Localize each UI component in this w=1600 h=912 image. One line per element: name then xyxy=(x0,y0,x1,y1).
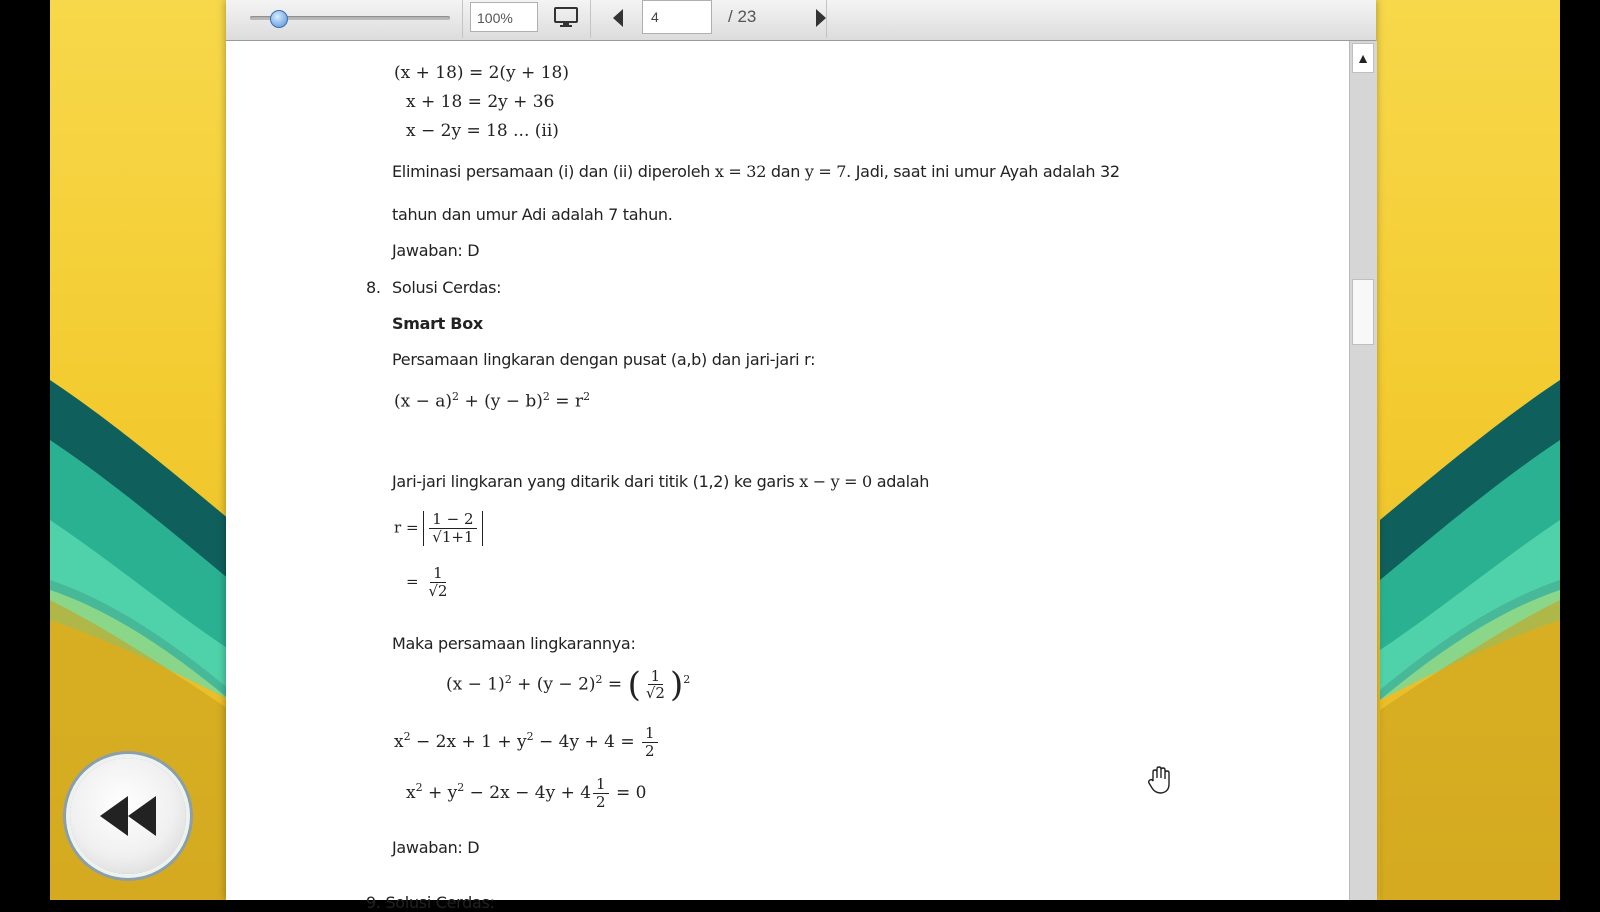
rewind-button[interactable] xyxy=(70,758,186,874)
document-page[interactable] xyxy=(226,41,1348,912)
fraction xyxy=(642,725,658,760)
math-fragment: x − y = 0 xyxy=(799,472,872,491)
expanded-equation-1 xyxy=(394,725,660,760)
equation-line: (x + 18) = 2(y + 18) xyxy=(394,63,569,83)
numerator: 1 xyxy=(648,668,664,686)
denominator: 2 xyxy=(644,741,655,760)
denominator: √2 xyxy=(645,684,665,703)
paren-close: ) xyxy=(669,665,684,705)
exponent: 2 xyxy=(457,781,465,795)
equation-line: x + 18 = 2y + 36 xyxy=(406,92,555,112)
math-fragment: x = 32 xyxy=(714,162,767,181)
exponent: 2 xyxy=(683,672,691,686)
list-item-title: Solusi Cerdas: xyxy=(392,278,502,297)
next-page-button[interactable] xyxy=(810,5,832,31)
math-fragment: − 4y + 4 = xyxy=(533,731,635,752)
numerator: 1 xyxy=(593,776,609,794)
paragraph: Maka persamaan lingkarannya: xyxy=(392,634,636,653)
exponent: 2 xyxy=(542,390,550,403)
exponent: 2 xyxy=(583,390,591,403)
equation-line: x − 2y = 18 ... (ii) xyxy=(406,121,559,141)
math-fragment: = 0 xyxy=(616,782,647,803)
exponent: 2 xyxy=(526,730,534,744)
math-fragment: (x − 1) xyxy=(446,674,505,695)
zoom-slider-thumb[interactable] xyxy=(270,10,288,28)
list-item-number: 8. xyxy=(366,278,381,297)
math-fragment: + y xyxy=(422,782,458,803)
list-item-partial: 9. Solusi Cerdas: xyxy=(366,893,495,912)
text-fragment: adalah xyxy=(876,472,930,491)
math-fragment: + (y − 2) xyxy=(511,674,596,695)
numerator: 1 xyxy=(642,725,658,743)
math-fragment: (x − a) xyxy=(394,391,453,412)
exponent: 2 xyxy=(504,672,512,686)
fraction xyxy=(429,511,476,546)
paren-open: ( xyxy=(627,665,641,705)
numerator: 1 xyxy=(430,565,446,583)
exponent: 2 xyxy=(403,730,411,744)
math-fragment: = xyxy=(602,674,623,695)
viewer-toolbar xyxy=(226,0,1376,41)
radius-result xyxy=(406,565,452,600)
radius-equation xyxy=(394,511,483,546)
absolute-value xyxy=(423,511,482,546)
paragraph: Persamaan lingkaran dengan pusat (a,b) dan jari-jari r: xyxy=(392,350,816,369)
exponent: 2 xyxy=(595,672,603,686)
page-total-label: / 23 xyxy=(728,7,757,26)
scrollbar-thumb[interactable] xyxy=(1352,279,1374,345)
current-page-input[interactable] xyxy=(642,0,712,34)
numerator: 1 − 2 xyxy=(429,511,476,529)
math-fragment: r = xyxy=(394,518,419,537)
math-fragment: = xyxy=(406,572,419,591)
rewind-icon xyxy=(70,758,186,874)
fit-page-button[interactable] xyxy=(552,5,580,29)
pdf-viewer-window xyxy=(226,0,1376,912)
triangle-left-icon xyxy=(608,5,630,31)
fraction xyxy=(593,776,609,811)
hand-cursor-icon xyxy=(1144,764,1178,803)
monitor-icon xyxy=(552,5,580,29)
fraction xyxy=(643,668,668,703)
expanded-equation-2 xyxy=(406,776,646,811)
scroll-up-arrow-icon[interactable]: ▲ xyxy=(1352,43,1374,73)
radius-paragraph xyxy=(392,472,929,491)
math-fragment: = r xyxy=(549,391,584,412)
triangle-right-icon xyxy=(810,5,832,31)
math-fragment: x xyxy=(394,731,404,752)
math-fragment: y = 7. xyxy=(804,162,851,181)
circle-equation xyxy=(394,390,590,412)
text-fragment: Jadi, saat ini umur Ayah adalah 32 xyxy=(855,162,1120,181)
denominator: √1+1 xyxy=(432,527,474,546)
math-fragment: x xyxy=(406,782,416,803)
text-fragment: Jari-jari lingkaran yang ditarik dari titik (1,2) ke garis xyxy=(392,472,795,491)
math-fragment: − 2x − 4y + 4 xyxy=(464,782,592,803)
text-fragment: dan xyxy=(770,162,801,181)
exponent: 2 xyxy=(415,781,423,795)
elimination-paragraph-line2: tahun dan umur Adi adalah 7 tahun. xyxy=(392,205,673,224)
answer-label: Jawaban: D xyxy=(392,838,480,857)
fraction xyxy=(425,565,450,600)
exponent: 2 xyxy=(452,390,460,403)
denominator: √2 xyxy=(428,581,448,600)
final-equation xyxy=(446,665,690,705)
zoom-percentage-field[interactable]: 100% xyxy=(470,2,538,32)
previous-page-button[interactable] xyxy=(608,5,630,31)
math-fragment: + (y − b) xyxy=(459,391,543,412)
answer-label: Jawaban: D xyxy=(392,241,480,260)
zoom-slider-group xyxy=(226,0,463,38)
math-fragment: − 2x + 1 + y xyxy=(410,731,527,752)
denominator: 2 xyxy=(596,792,606,811)
vertical-scrollbar[interactable] xyxy=(1349,41,1377,900)
text-fragment: Eliminasi persamaan (i) dan (ii) diperoleh xyxy=(392,162,711,181)
elimination-paragraph xyxy=(392,162,1120,181)
smart-box-heading: Smart Box xyxy=(392,314,483,333)
toolbar-divider xyxy=(826,0,827,38)
